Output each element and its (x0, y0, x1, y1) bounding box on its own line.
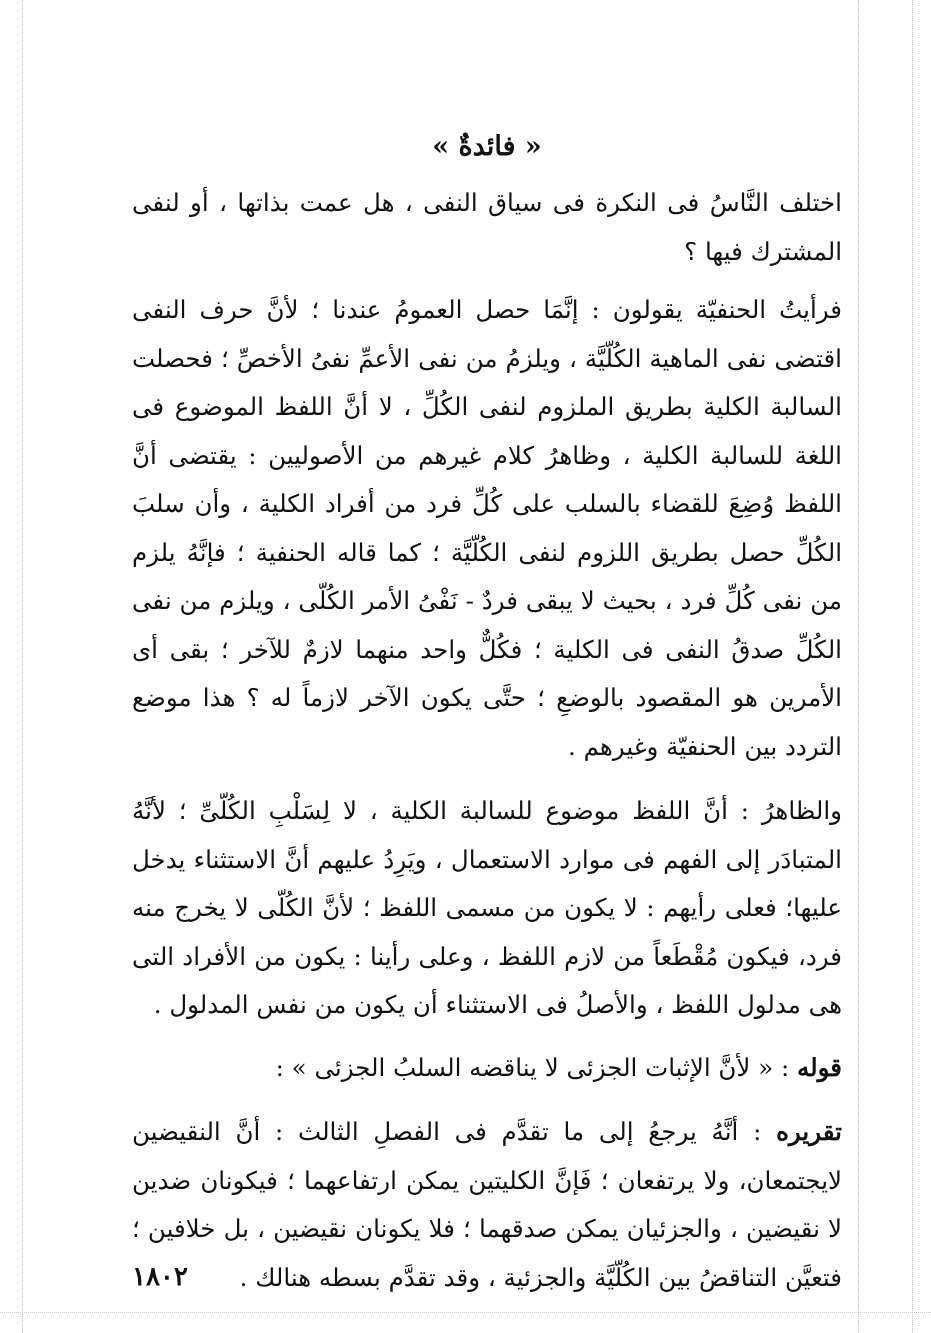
explanation-lead: تقريره (776, 1117, 842, 1146)
explanation-paragraph (132, 1108, 842, 1302)
paragraph-1: اختلف النَّاسُ فى النكرة فى سياق النفى ، هل عمت بذاتها ، أو لنفى المشترك فيها ؟ (132, 188, 842, 266)
scan-guide-line (858, 0, 859, 1333)
quote-lead: قوله (797, 1052, 842, 1082)
quote-line (132, 1044, 842, 1093)
explanation-text: : أنَّهُ يرجعُ إلى ما تقدَّم فى الفصلِ الثالث : أنَّ النقيضين لايجتمعان، ولا يرتفعان ؛ فَإنَّ الكليتين يمكن ارتفاعهما ؛ فيكونان ضدين لا نقيضين ، والجزئيان يمكن صدقهما ؛ فلا يكونان نقيضين ، بل خلافين ؛ فتعيَّن التناقضُ بين الكُلّيَّة والجزئية ، وقد تقدَّم بسطه هنالك . (132, 1117, 842, 1292)
page-title: « فائدةٌ » (432, 131, 542, 162)
page-number: ١٨٠٢ (132, 1262, 188, 1292)
paragraph-2: فرأيتُ الحنفيّة يقولون : إنَّمَا حصل العمومُ عندنا ؛ لأنَّ حرف النفى اقتضى نفى الماهية الكُلّيَّة ، ويلزمُ من نفى الأعمِّ نفىُ الأخصِّ ؛ فحصلت السالبة الكلية بطريق الملزوم لنفى الكُلِّ ، لا أنَّ اللفظ الموضوع فى اللغة للسالبة الكلية ، وظاهرُ كلام غيرهم من الأصوليين : يقتضى أنَّ اللفظ وُضِعَ للقضاء بالسلب على كُلِّ فرد من أفراد الكلية ، وأن سلبَ الكُلِّ حصل بطريق اللزوم لنفى الكُلّيَّة ؛ كما قاله الحنفية ؛ فإنَّهُ يلزم من نفى كُلِّ فرد ، بحيث لا يبقى فردٌ - نَفْىُ الأمر الكُلّى ، ويلزم من نفى الكُلِّ صدقُ النفى فى الكلية ؛ فكُلٌّ واحد منهما لازمٌ للآخر ؛ بقى أى الأمرين هو المقصود بالوضعِ ؛ حتَّى يكون الآخر لازماً له ؟ هذا موضع التردد بين الحنفيّة وغيرهم . (132, 295, 842, 761)
quote-text: : « لأنَّ الإثبات الجزئى لا يناقضه السلبُ الجزئى » : (275, 1052, 790, 1082)
scan-guide-line (0, 1312, 931, 1313)
scan-guide-line (912, 0, 913, 1333)
document-page (132, 125, 842, 1305)
scan-guide-line (22, 0, 23, 1333)
paragraph-3: والظاهرُ : أنَّ اللفظ موضوع للسالبة الكلية ، لا لِسَلْبِ الكُلّىِّ ؛ لأنَّهُ المتبادَر إلى الفهم فى موارد الاستعمال ، ويَرِدُ عليهم أنَّ الاستثناء يدخل عليها؛ فعلى رأيهم : لا يكون من مسمى اللفظ ؛ لأنَّ الكُلّى لا يخرج منه فرد، فيكون مُقْطَعاً من لازم اللفظ ، وعلى رأينا : يكون من الأفراد التى هى مدلول اللفظ ، والأصلُ فى الاستثناء أن يكون من نفس المدلول . (132, 796, 842, 1019)
